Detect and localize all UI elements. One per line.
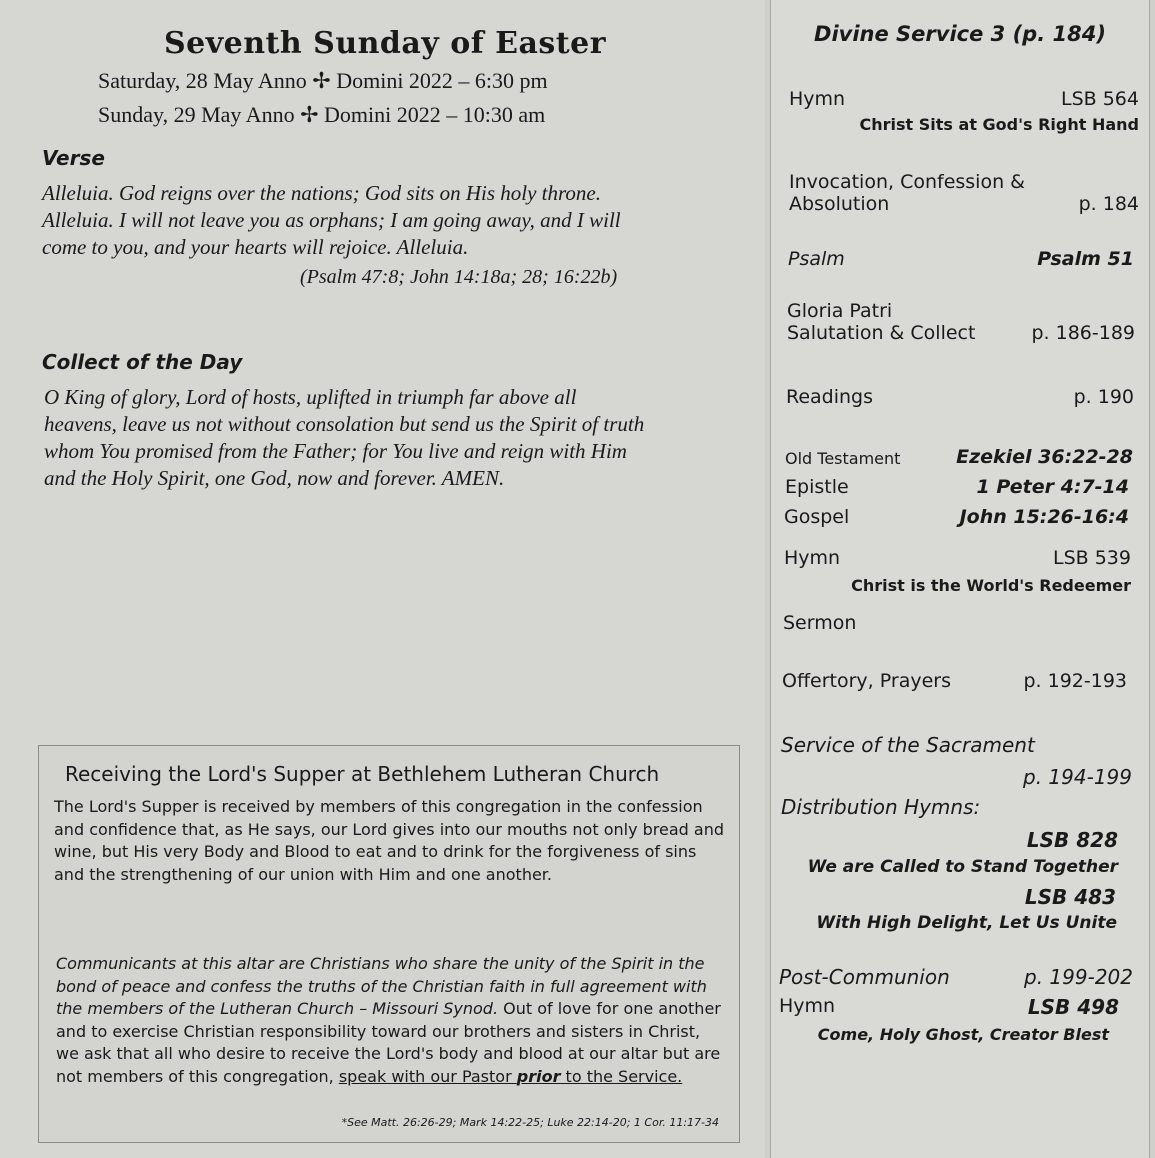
distribution-label: Distribution Hymns: <box>781 795 981 819</box>
collect-heading: Collect of the Day <box>42 350 243 374</box>
gloria-label: Gloria Patri <box>787 300 893 322</box>
hymn-2-number: LSB 539 <box>1053 547 1131 569</box>
scripture-footnote: *See Matt. 26:26-29; Mark 14:22-25; Luke 22:14-20; 1 Cor. 11:17-34 <box>341 1116 719 1129</box>
date-saturday: Saturday, 28 May Anno ✢ Domini 2022 – 6:30 pm <box>98 68 548 93</box>
lords-supper-paragraph-1: The Lord's Supper is received by members of this congregation in the confession and confidence that, as He says, our Lord gives into our mouths not only bread and wine, but His very Body and Blood to eat and to drink for the forgiveness of sins and the strengthening of our union with Him and one another. <box>54 797 724 884</box>
collect-line: and the Holy Spirit, one God, now and forever. AMEN. <box>44 466 505 490</box>
distribution-hymn-2-name: With High Delight, Let Us Unite <box>816 913 1117 933</box>
verse-line: Alleluia. I will not leave you as orphans; I am going away, and I will <box>42 208 621 232</box>
invocation-line-2 <box>789 193 1139 215</box>
sermon-label: Sermon <box>783 612 857 634</box>
psalm-label: Psalm <box>788 248 845 270</box>
psalm-reference: Psalm 51 <box>1037 248 1134 270</box>
hymn-1-label: Hymn <box>789 88 846 110</box>
verse-reference: (Psalm 47:8; John 14:18a; 28; 16:22b) <box>300 266 618 288</box>
post-communion-label: Post-Communion <box>779 965 950 989</box>
hymn-1-number: LSB 564 <box>1061 88 1139 110</box>
sacrament-page: p. 194-199 <box>1023 765 1132 789</box>
invocation-page: p. 184 <box>1078 193 1139 215</box>
old-testament-label: Old Testament <box>785 449 901 468</box>
verse-line: come to you, and your hearts will rejoice. Alleluia. <box>42 235 469 259</box>
prior-emphasis: prior <box>516 1066 561 1086</box>
verse-heading: Verse <box>42 146 105 170</box>
order-of-service-column <box>770 0 1150 1158</box>
invocation-row <box>789 171 1139 215</box>
page-title: Seventh Sunday of Easter <box>163 26 607 61</box>
invocation-label-2: Absolution <box>789 193 890 215</box>
hymn-3-number: LSB 498 <box>1027 995 1119 1019</box>
distribution-hymn-2-number: LSB 483 <box>1024 885 1116 909</box>
readings-page: p. 190 <box>1073 386 1134 408</box>
speak-with-pastor-part: speak with our Pastor <box>338 1066 517 1086</box>
salutation-line <box>787 322 1135 344</box>
invocation-label-1: Invocation, Confession & <box>789 171 1025 193</box>
gloria-salutation-row <box>787 300 1135 344</box>
speak-with-pastor-text <box>339 1067 682 1086</box>
verse-text <box>42 180 742 261</box>
lords-supper-box <box>38 745 740 1143</box>
old-testament-reference: Ezekiel 36:22-28 <box>956 446 1133 468</box>
lords-supper-paragraph-2 <box>56 953 726 1088</box>
readings-label: Readings <box>786 386 874 408</box>
verse-line: Alleluia. God reigns over the nations; God sits on His holy throne. <box>42 181 601 205</box>
offertory-page: p. 192-193 <box>1023 670 1127 692</box>
to-the-service-part: to the Service. <box>560 1066 683 1086</box>
collect-line: heavens, leave us not without consolation but send us the Spirit of truth <box>44 412 645 436</box>
lords-supper-title: Receiving the Lord's Supper at Bethlehem Lutheran Church <box>65 762 660 786</box>
hymn-3-name: Come, Holy Ghost, Creator Blest <box>817 1025 1109 1044</box>
divine-service-title: Divine Service 3 (p. 184) <box>814 22 1106 46</box>
hymn-1-name: Christ Sits at God's Right Hand <box>859 115 1139 134</box>
gospel-reference: John 15:26-16:4 <box>959 506 1129 528</box>
communicants-italic-text: Communicants at this altar are Christians who share the unity of the Spirit in the bond of peace and confess the truths of the Christian faith in full agreement with the members of the Lutheran Church – Missouri Synod. <box>56 954 707 1018</box>
sacrament-label: Service of the Sacrament <box>781 733 1035 757</box>
offertory-label: Offertory, Prayers <box>782 670 951 692</box>
date-sunday: Sunday, 29 May Anno ✢ Domini 2022 – 10:30 am <box>98 102 546 127</box>
distribution-hymn-1-name: We are Called to Stand Together <box>807 857 1118 877</box>
hymn-2-name: Christ is the World's Redeemer <box>851 576 1131 595</box>
hymn-3-label: Hymn <box>779 995 836 1017</box>
communicants-plain-text: Out of love for one another and to exercise Christian responsibility toward our brothers and sisters in Christ, we ask that all who desire to receive the Lord's body and blood at our altar but are not members of this congregation, <box>56 999 721 1086</box>
epistle-label: Epistle <box>785 476 849 498</box>
collect-text <box>44 384 744 492</box>
distribution-hymn-1-number: LSB 828 <box>1026 828 1118 852</box>
post-communion-page: p. 199-202 <box>1024 965 1133 989</box>
hymn-2-label: Hymn <box>784 547 841 569</box>
epistle-reference: 1 Peter 4:7-14 <box>976 476 1129 498</box>
salutation-label: Salutation & Collect <box>787 322 976 344</box>
salutation-page: p. 186-189 <box>1031 322 1135 344</box>
collect-line: whom You promised from the Father; for You live and reign with Him <box>44 439 627 463</box>
gospel-label: Gospel <box>784 506 850 528</box>
collect-line: O King of glory, Lord of hosts, uplifted in triumph far above all <box>44 385 577 409</box>
